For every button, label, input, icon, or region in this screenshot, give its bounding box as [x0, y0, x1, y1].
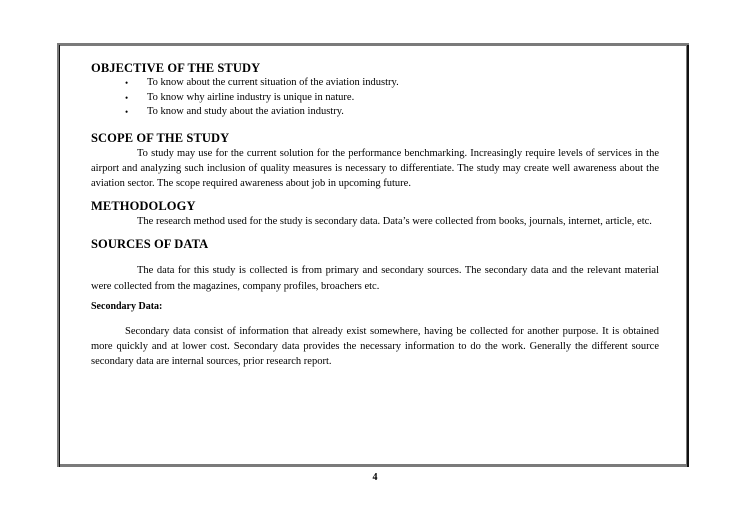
bullet-icon: •: [125, 107, 129, 117]
sources-heading: SOURCES OF DATA: [91, 237, 209, 252]
scope-paragraph: To study may use for the current solution for the performance benchmarking. Increasingly require levels of services in the airport and analyzing such inclusion of quality measures is necessary to differentiate. The study may create well awareness about the aviation sector. The scope required awareness about job in upcoming future.: [91, 147, 659, 189]
objective-list: [91, 76, 659, 120]
methodology-heading: METHODOLOGY: [91, 199, 196, 214]
page-content: [91, 61, 659, 369]
page-number: 4: [372, 472, 378, 483]
objective-section: [91, 61, 659, 120]
objective-heading: OBJECTIVE OF THE STUDY: [91, 61, 261, 75]
secondary-data-subheading: Secondary Data:: [91, 300, 163, 312]
list-item-text: To know why airline industry is unique in nature.: [147, 91, 355, 103]
sources-paragraph: The data for this study is collected is from primary and secondary sources. The secondary data and the relevant material were collected from the magazines, company profiles, broachers etc.: [91, 265, 659, 292]
bullet-icon: •: [125, 92, 129, 103]
list-item: [91, 105, 659, 120]
methodology-section: [91, 199, 659, 229]
sources-section: [91, 237, 659, 369]
list-item-text: To know and study about the aviation industry.: [147, 106, 344, 117]
list-item: [91, 76, 659, 91]
list-item-text: To know about the current situation of the aviation industry.: [147, 77, 399, 88]
secondary-data-paragraph: Secondary data consist of information that already exist somewhere, having be collected for another purpose. It is obtained more quickly and at lower cost. Secondary data provides the necessary information to do the work. Generally the different source secondary data are internal sources, prior research report.: [91, 325, 659, 368]
bullet-icon: •: [125, 78, 129, 88]
methodology-paragraph: The research method used for the study is secondary data. Data’s were collected from books, journals, internet, article, etc.: [137, 216, 652, 228]
list-item: [91, 91, 659, 106]
scope-section: [91, 131, 659, 192]
scope-heading: SCOPE OF THE STUDY: [91, 130, 230, 145]
